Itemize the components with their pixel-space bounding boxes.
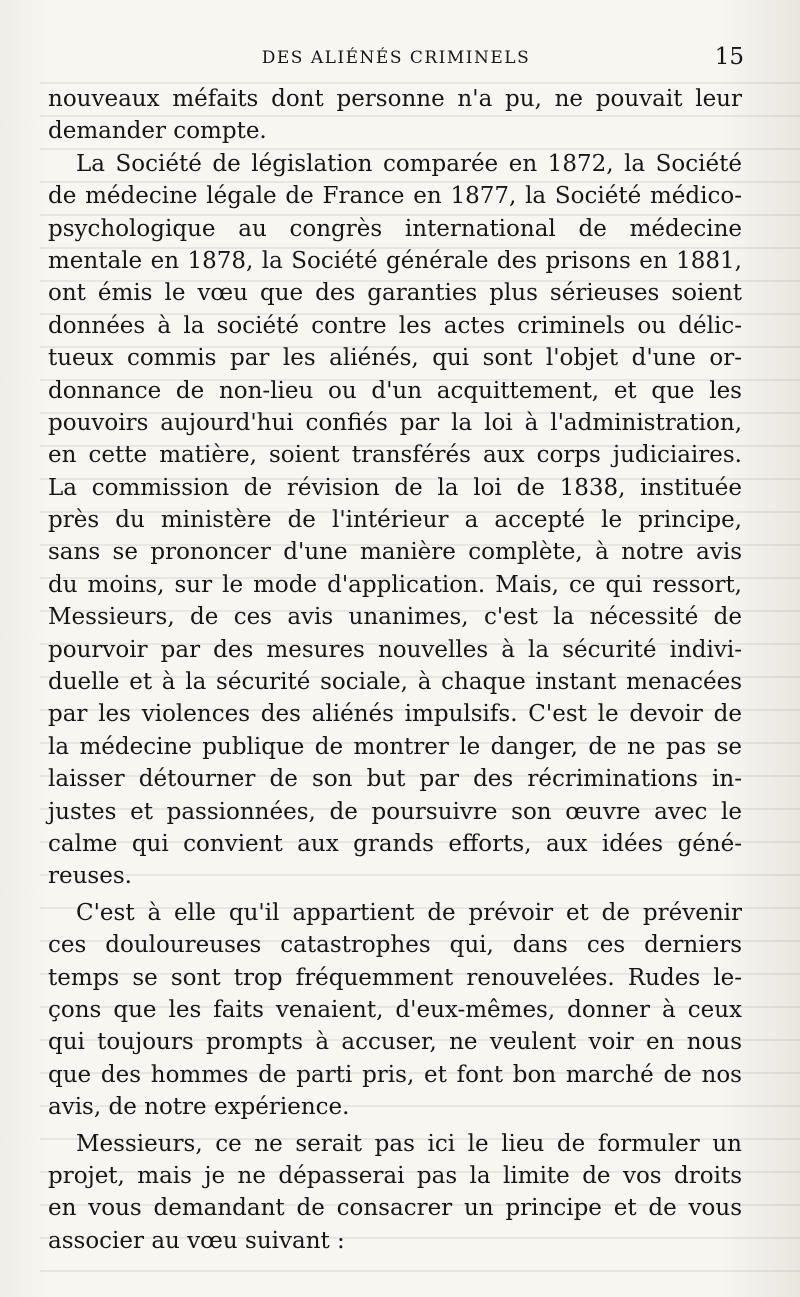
text-line: laisser détourner de son but par des récriminations in-	[48, 766, 742, 793]
text-line: psychologique au congrès international de médecine	[48, 215, 742, 242]
text-line: données à la société contre les actes criminels ou délic-	[48, 312, 742, 339]
text-line: donnance de non-lieu ou d'un acquittement, et que les	[48, 377, 742, 404]
text-line: La commission de révision de la loi de 1838, instituée	[48, 474, 742, 501]
text-line: qui toujours prompts à accuser, ne veulent voir en nous	[48, 1029, 742, 1056]
text-line: C'est à elle qu'il appartient de prévoir et de prévenir	[76, 899, 742, 926]
text-line: duelle et à la sécurité sociale, à chaque instant menacées	[48, 669, 742, 696]
text-line: par les violences des aliénés impulsifs. C'est le devoir de	[48, 701, 742, 728]
page-number: 15	[714, 44, 744, 70]
text-line: que des hommes de parti pris, et font bon marché de nos	[48, 1061, 742, 1088]
text-line: mentale en 1878, la Société générale des prisons en 1881,	[48, 247, 742, 274]
text-line: en cette matière, soient transférés aux corps judiciaires.	[48, 442, 742, 469]
body-text	[48, 83, 742, 1257]
text-line: çons que les faits venaient, d'eux-mêmes, donner à ceux	[48, 996, 742, 1023]
text-line: ces douloureuses catastrophes qui, dans ces derniers	[48, 932, 742, 959]
text-line: La Société de législation comparée en 1872, la Société	[76, 150, 742, 177]
text-line: Messieurs, de ces avis unanimes, c'est la nécessité de	[48, 604, 742, 631]
text-line: avis, de notre expérience.	[48, 1094, 350, 1121]
text-line: justes et passionnées, de poursuivre son œuvre avec le	[48, 798, 742, 825]
text-line: du moins, sur le mode d'application. Mais, ce qui ressort,	[48, 571, 742, 598]
text-line: ont émis le vœu que des garanties plus sérieuses soient	[48, 280, 742, 307]
text-line: pouvoirs aujourd'hui confiés par la loi à l'administration,	[48, 409, 742, 436]
running-title: DES ALIÉNÉS CRIMINELS	[261, 48, 531, 68]
text-line: nouveaux méfaits dont personne n'a pu, ne pouvait leur	[48, 86, 742, 112]
page-header	[48, 44, 744, 74]
text-line: près du ministère de l'intérieur a accepté le principe,	[48, 507, 742, 534]
text-line: pourvoir par des mesures nouvelles à la sécurité indivi-	[48, 636, 742, 663]
text-line: reuses.	[48, 863, 132, 890]
text-line: tueux commis par les aliénés, qui sont l'objet d'une or-	[48, 345, 742, 372]
text-line: Messieurs, ce ne serait pas ici le lieu de formuler un	[76, 1130, 742, 1157]
text-line: de médecine légale de France en 1877, la Société médico-	[48, 183, 742, 210]
text-line: associer au vœu suivant :	[48, 1227, 345, 1254]
text-line: demander compte.	[48, 118, 267, 145]
text-line: projet, mais je ne dépasserai pas la limite de vos droits	[48, 1162, 742, 1189]
text-line: calme qui convient aux grands efforts, aux idées géné-	[48, 830, 742, 857]
text-line: sans se prononcer d'une manière complète, à notre avis	[48, 539, 742, 566]
text-line: la médecine publique de montrer le danger, de ne pas se	[48, 733, 742, 760]
text-line: en vous demandant de consacrer un principe et de vous	[48, 1195, 742, 1222]
text-line: temps se sont trop fréquemment renouvelées. Rudes le-	[48, 964, 742, 991]
